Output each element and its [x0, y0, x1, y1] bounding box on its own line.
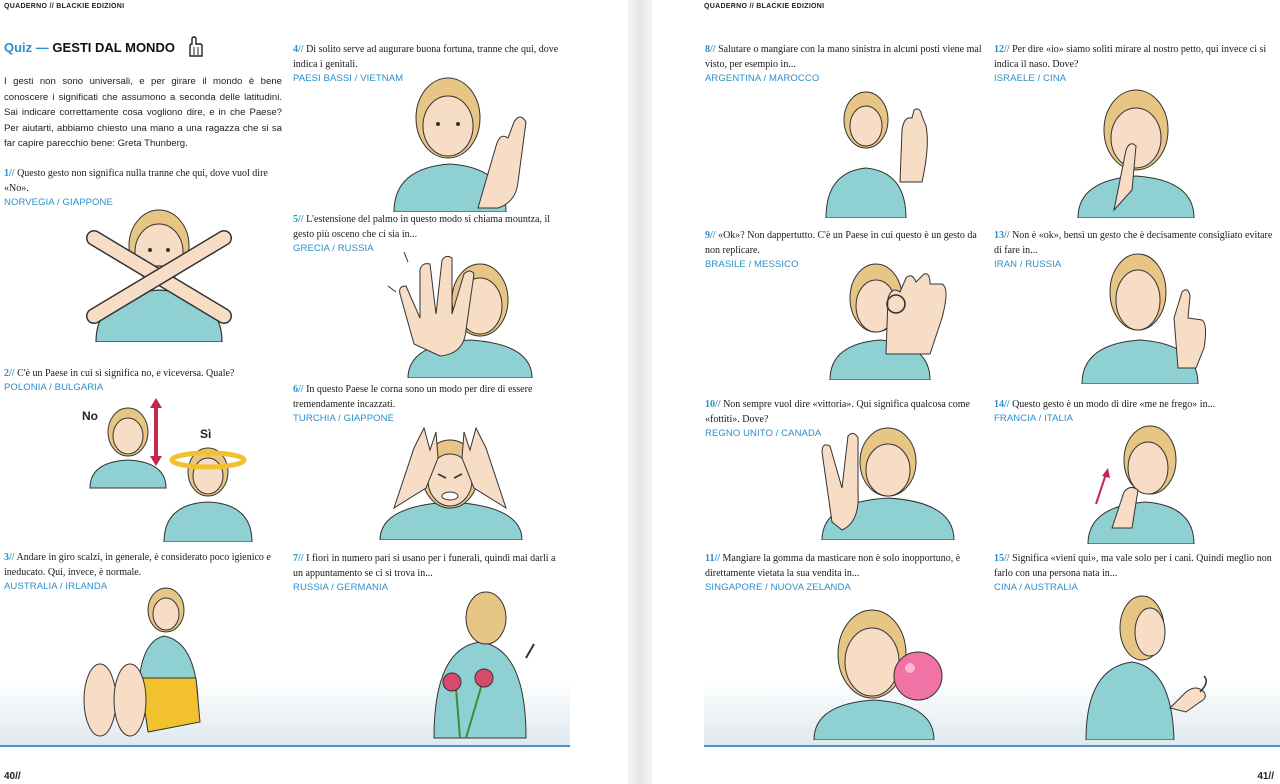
question-body: Per dire «io» siamo soliti mirare al nostro petto, qui invece ci si indica il naso. Dove? [994, 44, 1267, 70]
answer-choices: GRECIA / RUSSIA [293, 243, 374, 254]
answer-choices: NORVEGIA / GIAPPONE [4, 197, 113, 208]
question-body: In questo Paese le corna sono un modo per dire di essere tremendamente incazzati. [293, 384, 533, 410]
hand-icon [186, 36, 204, 58]
question-number: 13// [994, 230, 1010, 241]
answer-choices: PAESI BASSI / VIETNAM [293, 73, 404, 84]
answer-choices: TURCHIA / GIAPPONE [293, 413, 395, 424]
intro-text: I gesti non sono universali, e per girare il mondo è bene conoscere i significati che assumono a seconda delle latitudini. Sai indicare correttamente cosa vogliono dire, e in che Paese? Per aiutarti, abbiamo chiesto una mano a una ragazza che si sa far capire parecchio bene: Greta Thunberg. [4, 76, 282, 149]
answer-choices: FRANCIA / ITALIA [994, 413, 1074, 424]
title-main: GESTI DAL MONDO [52, 40, 175, 55]
question-body: Non è «ok», bensì un gesto che è decisamente consigliato evitare di fare in... [994, 230, 1273, 256]
question-text [293, 382, 565, 412]
question-body: Andare in giro scalzi, in generale, è considerato poco igienico e ineducato. Qui, invece, è normale. [4, 552, 271, 578]
question-body: «Ok»? Non dappertutto. C'è un Paese in cui questo è un gesto da non replicare. [705, 230, 977, 256]
quiz-item-2 [4, 366, 274, 393]
quiz-item-12 [994, 42, 1274, 84]
question-text [4, 166, 274, 196]
question-body: C'è un Paese in cui sì significa no, e viceversa. Quale? [17, 368, 235, 379]
illustration-bubble-gum [810, 600, 960, 740]
quiz-item-8 [705, 42, 983, 84]
question-number: 6// [293, 384, 304, 395]
answer-choices: BRASILE / MESSICO [705, 259, 799, 270]
question-number: 3// [4, 552, 15, 563]
answer-choices: AUSTRALIA / IRLANDA [4, 581, 108, 592]
answer-choices: ISRAELE / CINA [994, 73, 1067, 84]
illustration-open-palm [380, 244, 540, 378]
question-body: Significa «vieni qui», ma vale solo per i cani. Quindi meglio non farlo con una persona nata in... [994, 553, 1272, 579]
label-no: No [82, 409, 98, 423]
answer-choices: ARGENTINA / MAROCCO [705, 73, 820, 84]
page-gutter [628, 0, 652, 784]
illustration-horns [374, 418, 528, 540]
question-body: Questo gesto non significa nulla tranne che qui, dove vuol dire «No». [4, 168, 268, 194]
answer-choices: REGNO UNITO / CANADA [705, 428, 822, 439]
question-number: 10// [705, 399, 721, 410]
question-number: 5// [293, 214, 304, 225]
label-si: Sì [200, 427, 212, 441]
question-number: 8// [705, 44, 716, 55]
title-prefix: Quiz — [4, 40, 49, 55]
quiz-item-7 [293, 551, 565, 593]
illustration-point-nose [1074, 80, 1202, 218]
illustration-left-hand-wave [822, 86, 932, 218]
question-number: 7// [293, 553, 304, 564]
question-body: Di solito serve ad augurare buona fortuna, tranne che qui, dove indica i genitali. [293, 44, 559, 70]
question-body: Non sempre vuol dire «vittoria». Qui significa qualcosa come «fottiti». Dove? [705, 399, 970, 425]
question-number: 1// [4, 168, 15, 179]
question-text [994, 551, 1274, 581]
question-text [705, 551, 983, 581]
question-body: I fiori in numero pari si usano per i funerali, quindi mai darli a un appuntamento se ci si trova in... [293, 553, 556, 579]
page-number: 41// [1257, 771, 1274, 782]
question-text [705, 42, 983, 72]
question-text [293, 212, 565, 242]
illustration-flowers [430, 588, 536, 746]
question-number: 15// [994, 553, 1010, 564]
answer-choices: POLONIA / BULGARIA [4, 382, 104, 393]
answer-choices: CINA / AUSTRALIA [994, 582, 1078, 593]
question-body: Questo gesto è un modo di dire «me ne frego» in... [1012, 399, 1216, 410]
question-text [293, 551, 565, 581]
illustration-ok-sign [826, 258, 952, 380]
question-number: 11// [705, 553, 721, 564]
page-number: 40// [4, 771, 21, 782]
question-text [994, 397, 1274, 412]
page-title [4, 40, 175, 55]
illustration-thumbs-up [1078, 248, 1216, 384]
answer-choices: IRAN / RUSSIA [994, 259, 1062, 270]
question-number: 4// [293, 44, 304, 55]
illustration-v-sign [812, 422, 956, 540]
question-text [4, 550, 274, 580]
answer-choices: SINGAPORE / NUOVA ZELANDA [705, 582, 851, 593]
illustration-beckoning [1082, 588, 1216, 740]
question-text [994, 42, 1274, 72]
question-body: Mangiare la gomma da masticare non è solo inopportuno, è direttamente vietata la sua vendita in... [705, 553, 961, 579]
illustration-crossed-fingers [388, 72, 534, 212]
floor-line [704, 745, 1280, 747]
quiz-item-11 [705, 551, 983, 593]
question-body: L'estensione del palmo in questo modo si chiama mountza, il gesto più osceno che ci sia in... [293, 214, 551, 240]
answer-choices: RUSSIA / GERMANIA [293, 582, 389, 593]
question-body: Salutare o mangiare con la mano sinistra in alcuni posti viene mal visto, per esempio in... [705, 44, 982, 70]
illustration-chin-flick [1084, 418, 1196, 544]
question-text [705, 228, 983, 258]
question-number: 9// [705, 230, 716, 241]
question-text [293, 42, 565, 72]
illustration-crossed-arms [74, 198, 244, 342]
quiz-item-15 [994, 551, 1274, 593]
running-header: QUADERNO // BLACKIE EDIZIONI [704, 3, 825, 10]
question-text [4, 366, 274, 381]
question-number: 14// [994, 399, 1010, 410]
question-number: 2// [4, 368, 15, 379]
question-number: 12// [994, 44, 1010, 55]
running-header: QUADERNO // BLACKIE EDIZIONI [4, 3, 125, 10]
illustration-nod-shake [80, 392, 260, 542]
illustration-bare-feet [78, 582, 208, 744]
